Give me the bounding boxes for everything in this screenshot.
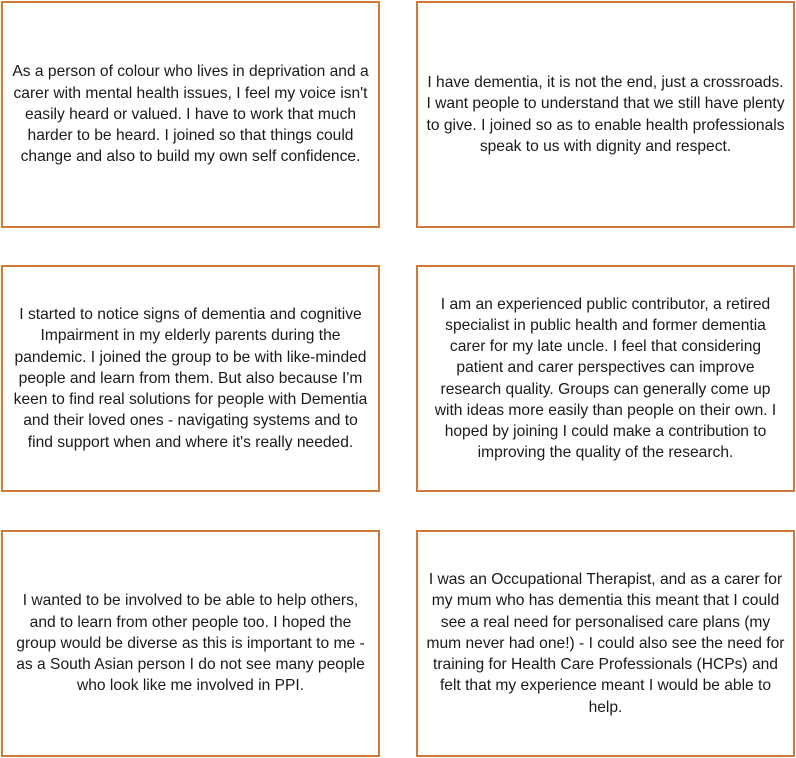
quote-text: I started to notice signs of dementia and cognitive Impairment in my elderly parents during the pandemic. I joined the group to be with like-minded people and learn from them. But also because I'm keen to find real solutions for people with Dementia and their loved ones - navigating systems and to find support when and where it's really needed. [13, 306, 368, 451]
quote-box-occupational-therapist [416, 530, 795, 757]
quote-box-elderly-parents [1, 265, 380, 492]
quote-box-south-asian-person [1, 530, 380, 757]
quote-box-person-of-colour-carer [1, 1, 380, 228]
quote-text: As a person of colour who lives in deprivation and a carer with mental health issues, I feel my voice isn't easily heard or valued. I have to work that much harder to be heard. I joined so that things could change and also to build my own self confidence. [12, 63, 369, 166]
quote-box-public-contributor [416, 265, 795, 492]
quote-box-dementia-crossroads [416, 1, 795, 228]
quote-text: I am an experienced public contributor, a retired specialist in public health and former dementia carer for my late uncle. I feel that considering patient and carer perspectives can improve research quality. Groups can generally come up with ideas more easily than people on their own. I hoped by joining I could make a contribution to improving the quality of the research. [434, 295, 777, 462]
quote-text: I was an Occupational Therapist, and as a carer for my mum who has dementia this meant that I could see a real need for personalised care plans (my mum never had one!) - I could also see the need for training for Health Care Professionals (HCPs) and felt that my experience meant I would be able to help. [426, 571, 785, 716]
quote-text: I have dementia, it is not the end, just a crossroads. I want people to understand that we still have plenty to give. I joined so as to enable health professionals speak to us with dignity and respect. [426, 74, 785, 155]
quote-text: I wanted to be involved to be able to help others, and to learn from other people too. I hoped the group would be diverse as this is important to me - as a South Asian person I do not see many people who look like me involved in PPI. [16, 592, 365, 695]
